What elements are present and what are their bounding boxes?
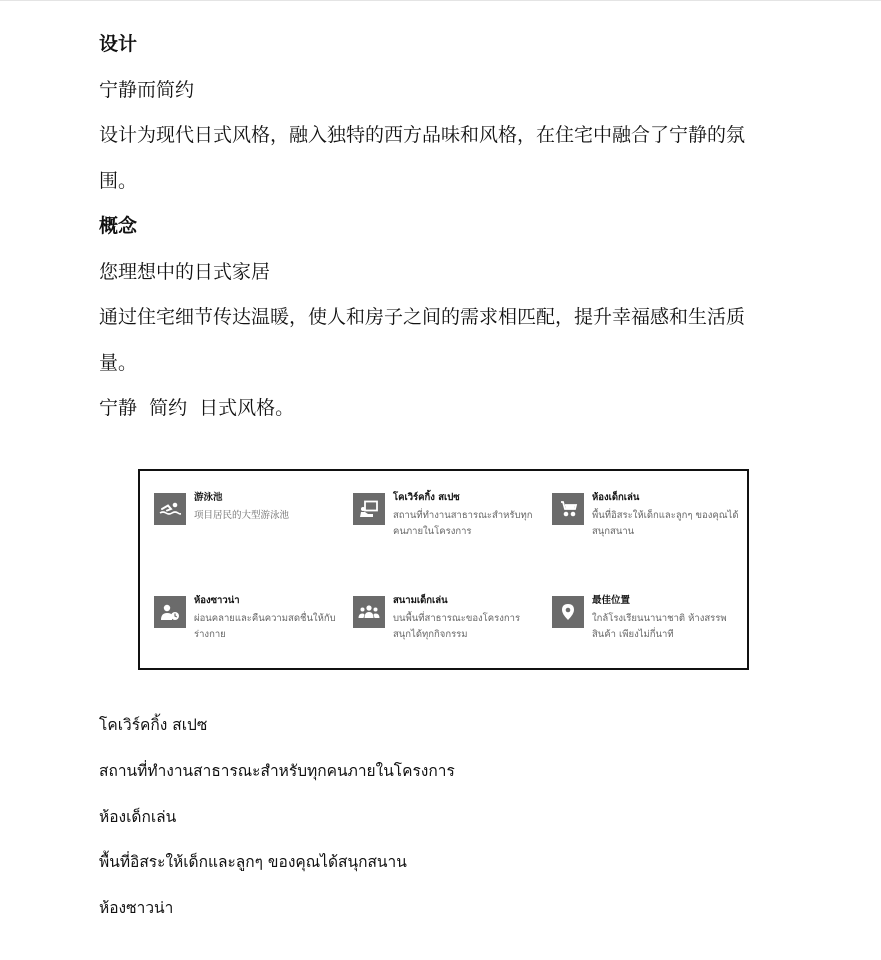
feature-playground [353, 594, 520, 643]
location-pin-icon [552, 596, 584, 628]
feature-title: ห้องเด็กเล่น [592, 492, 640, 503]
feature-desc: สนุกสนาน [592, 526, 635, 537]
heading-design: 设计 [99, 33, 138, 55]
thai-line-sauna-title: ห้องซาวน่า [99, 899, 174, 917]
design-paragraph-line-1: 设计为现代日式风格，融入独特的西方品味和风格，在住宅中融合了宁静的氛 [99, 124, 746, 146]
stroller-icon [552, 493, 584, 525]
feature-coworking-space [353, 491, 533, 540]
sauna-icon [154, 596, 186, 628]
coworking-icon [353, 493, 385, 525]
group-icon [353, 596, 385, 628]
feature-desc: บนพื้นที่สาธารณะของโครงการ [393, 613, 521, 624]
feature-title: สนามเด็กเล่น [393, 595, 448, 606]
facilities-image [138, 469, 749, 670]
swimming-icon [154, 493, 186, 525]
thai-line-kids-room-title: ห้องเด็กเล่น [99, 808, 177, 826]
feature-title: ห้องซาวน่า [194, 595, 240, 606]
feature-best-location [552, 594, 727, 643]
feature-desc: พื้นที่อิสระให้เด็กและลูกๆ ของคุณได้ [592, 510, 739, 521]
feature-kids-room [552, 491, 739, 540]
page-top-border [0, 0, 881, 1]
keywords-line: 宁静 简约 日式风格。 [99, 397, 295, 419]
feature-title: โคเวิร์คกิ้ง สเปซ [393, 492, 460, 503]
concept-paragraph-line-2: 量。 [99, 351, 138, 374]
thai-line-coworking-title: โคเวิร์คกิ้ง สเปซ [99, 716, 208, 734]
design-subtitle: 宁静而简约 [99, 78, 195, 101]
thai-line-kids-room-desc: พื้นที่อิสระให้เด็กและลูกๆ ของคุณได้สนุกสนาน [99, 853, 407, 871]
concept-paragraph-line-1: 通过住宅细节传达温暖，使人和房子之间的需求相匹配，提升幸福感和生活质 [99, 306, 746, 328]
feature-title: 最佳位置 [592, 595, 631, 606]
feature-desc: สินค้า เพียงไม่กี่นาที [592, 629, 674, 640]
feature-title: 游泳池 [194, 492, 223, 503]
feature-desc: ร่างกาย [194, 629, 226, 640]
heading-concept: 概念 [99, 215, 138, 237]
design-paragraph-line-2: 围。 [99, 169, 138, 192]
feature-desc: สถานที่ทำงานสาธารณะสำหรับทุก [393, 510, 533, 521]
feature-swimming-pool [154, 491, 289, 525]
concept-subtitle: 您理想中的日式家居 [99, 260, 271, 283]
feature-desc: 项目居民的大型游泳池 [194, 510, 290, 521]
feature-desc: สนุกได้ทุกกิจกรรม [393, 629, 468, 640]
document-body [99, 22, 799, 432]
feature-desc: ใกล้โรงเรียนนานาชาติ ห้างสรรพ [592, 613, 727, 624]
feature-sauna [154, 594, 336, 643]
feature-desc: ผ่อนคลายและคืนความสดชื่นให้กับ [194, 613, 336, 624]
feature-desc: คนภายในโครงการ [393, 526, 472, 537]
thai-line-coworking-desc: สถานที่ทำงานสาธารณะสำหรับทุกคนภายในโครงการ [99, 762, 455, 780]
